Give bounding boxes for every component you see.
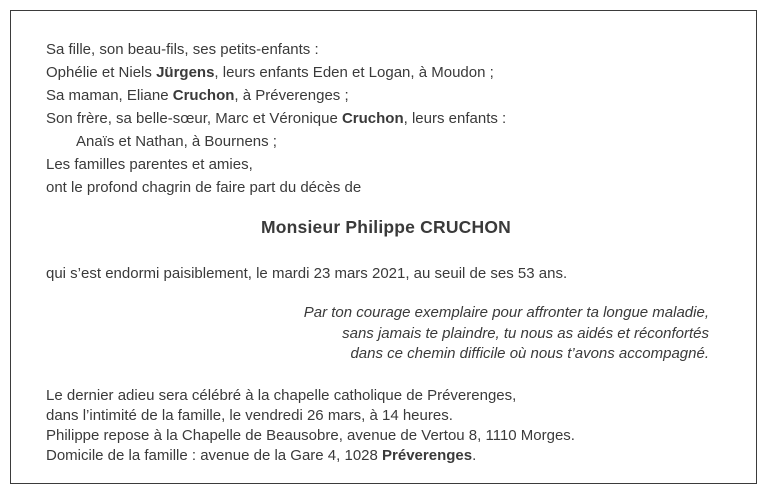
family-line-brother	[46, 107, 726, 130]
family-line-text: , leurs enfants Eden et Logan, à Moudon ;	[214, 64, 494, 81]
ceremony-line-text: Domicile de la famille : avenue de la Gare 4, 1028	[46, 446, 383, 464]
ceremony-line-home	[46, 446, 726, 466]
ceremony-line-chapel: Philippe repose à la Chapelle de Beausobre, avenue de Vertou 8, 1110 Morges.	[46, 426, 575, 444]
family-relations-block	[46, 38, 726, 199]
tribute-verse	[46, 303, 726, 365]
ceremony-details-block	[46, 386, 726, 466]
family-line-nephews	[46, 130, 726, 153]
family-line-jurgens	[46, 61, 726, 84]
family-line-text: , à Préverenges ;	[234, 87, 349, 104]
family-line-text: Anaïs et Nathan, à Bournens ;	[76, 133, 277, 150]
family-line-text: Son frère, sa belle-sœur, Marc et Véronique	[46, 110, 342, 127]
ceremony-line-service: Le dernier adieu sera célébré à la chapelle catholique de Préverenges,	[46, 386, 517, 404]
deceased-name-title: Monsieur Philippe CRUCHON	[260, 217, 511, 237]
tribute-line: dans ce chemin difficile où nous t’avons accompagné.	[350, 345, 709, 362]
death-notice-content	[46, 38, 726, 466]
family-line-text: Ophélie et Niels	[46, 64, 157, 81]
tribute-line: sans jamais te plaindre, tu nous as aidés et réconfortés	[342, 324, 709, 342]
family-line-text: Les familles parentes et amies,	[46, 156, 253, 173]
death-notice-card	[10, 10, 757, 484]
death-date-line: qui s’est endormi paisiblement, le mardi 23 mars 2021, au seuil de ses 53 ans.	[46, 265, 568, 282]
family-name-bold: Cruchon	[341, 110, 404, 127]
family-line-families	[46, 153, 726, 176]
ceremony-line-privacy: dans l’intimité de la famille, le vendredi 26 mars, à 14 heures.	[46, 406, 453, 424]
family-line-announcement	[46, 176, 726, 199]
tribute-line: Par ton courage exemplaire pour affronter ta longue maladie,	[303, 304, 709, 321]
family-line-text: ont le profond chagrin de faire part du décès de	[46, 179, 362, 196]
family-line-daughter	[46, 38, 726, 61]
family-line-mother	[46, 84, 726, 107]
ceremony-town-bold: Préverenges	[382, 446, 473, 464]
family-name-bold: Jürgens	[156, 64, 215, 81]
family-line-text: Sa fille, son beau-fils, ses petits-enfants :	[46, 41, 319, 58]
family-line-text: Sa maman, Eliane	[46, 87, 173, 104]
ceremony-line-text: .	[472, 446, 477, 464]
family-name-bold: Cruchon	[172, 87, 235, 104]
family-line-text: , leurs enfants :	[403, 110, 507, 127]
